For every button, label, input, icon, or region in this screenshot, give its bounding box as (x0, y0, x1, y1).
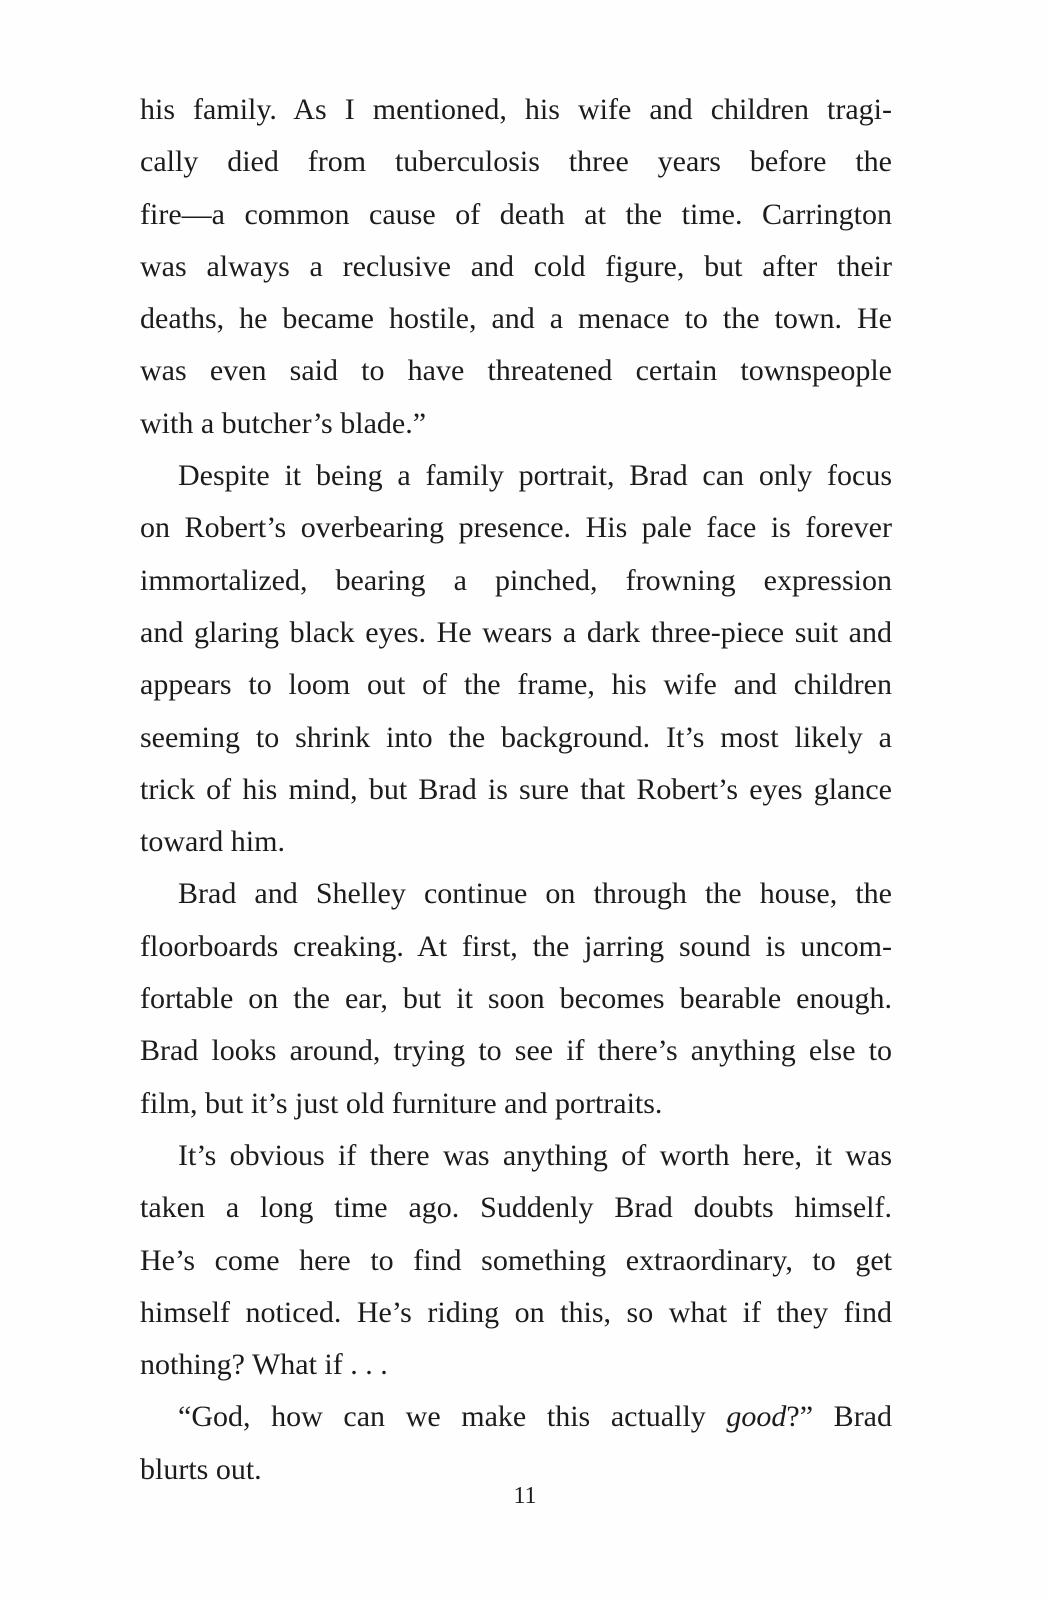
line: fortable on the ear, but it soon becomes bearable enough. (140, 982, 892, 1016)
line: nothing? What if . . . (140, 1348, 388, 1382)
line: Brad looks around, trying to see if there’s anything else to (140, 1034, 892, 1068)
paragraph (140, 868, 892, 1129)
line: was even said to have threatened certain townspeople (140, 354, 892, 388)
line: It’s obvious if there was anything of worth here, it was (178, 1138, 892, 1172)
line: He’s come here to find something extraordinary, to get (140, 1243, 892, 1277)
line: Brad and Shelley continue on through the house, the (178, 877, 892, 911)
paragraph (140, 450, 892, 868)
line: toward him. (140, 825, 285, 859)
line: film, but it’s just old furniture and portraits. (140, 1086, 663, 1120)
paragraph (140, 1391, 892, 1496)
line: taken a long time ago. Suddenly Brad doubts himself. (140, 1191, 892, 1225)
line: Despite it being a family portrait, Brad can only focus (178, 459, 892, 493)
emphasis: good (726, 1400, 787, 1434)
line: trick of his mind, but Brad is sure that Robert’s eyes glance (140, 772, 892, 806)
line: floorboards creaking. At first, the jarring sound is uncom- (140, 929, 892, 963)
line: cally died from tuberculosis three years before the (140, 145, 892, 179)
line: “God, how can we make this actually good?” Brad (178, 1400, 892, 1434)
line: appears to loom out of the frame, his wife and children (140, 668, 892, 702)
line: on Robert’s overbearing presence. His pale face is forever (140, 511, 892, 545)
line: was always a reclusive and cold figure, but after their (140, 249, 892, 283)
paragraph (140, 1130, 892, 1391)
line: with a butcher’s blade.” (140, 406, 427, 440)
line: seeming to shrink into the background. It’s most likely a (140, 720, 892, 754)
line: deaths, he became hostile, and a menace to the town. He (140, 302, 892, 336)
line: and glaring black eyes. He wears a dark three-piece suit and (140, 615, 892, 649)
line: himself noticed. He’s riding on this, so what if they find (140, 1295, 892, 1329)
line: fire—a common cause of death at the time. Carrington (140, 197, 892, 231)
line: blurts out. (140, 1452, 262, 1486)
paragraph (140, 84, 892, 450)
body-text (140, 84, 892, 1496)
line: immortalized, bearing a pinched, frowning expression (140, 563, 892, 597)
line: his family. As I mentioned, his wife and children tragi- (140, 93, 892, 126)
page-number: 11 (513, 1483, 537, 1509)
